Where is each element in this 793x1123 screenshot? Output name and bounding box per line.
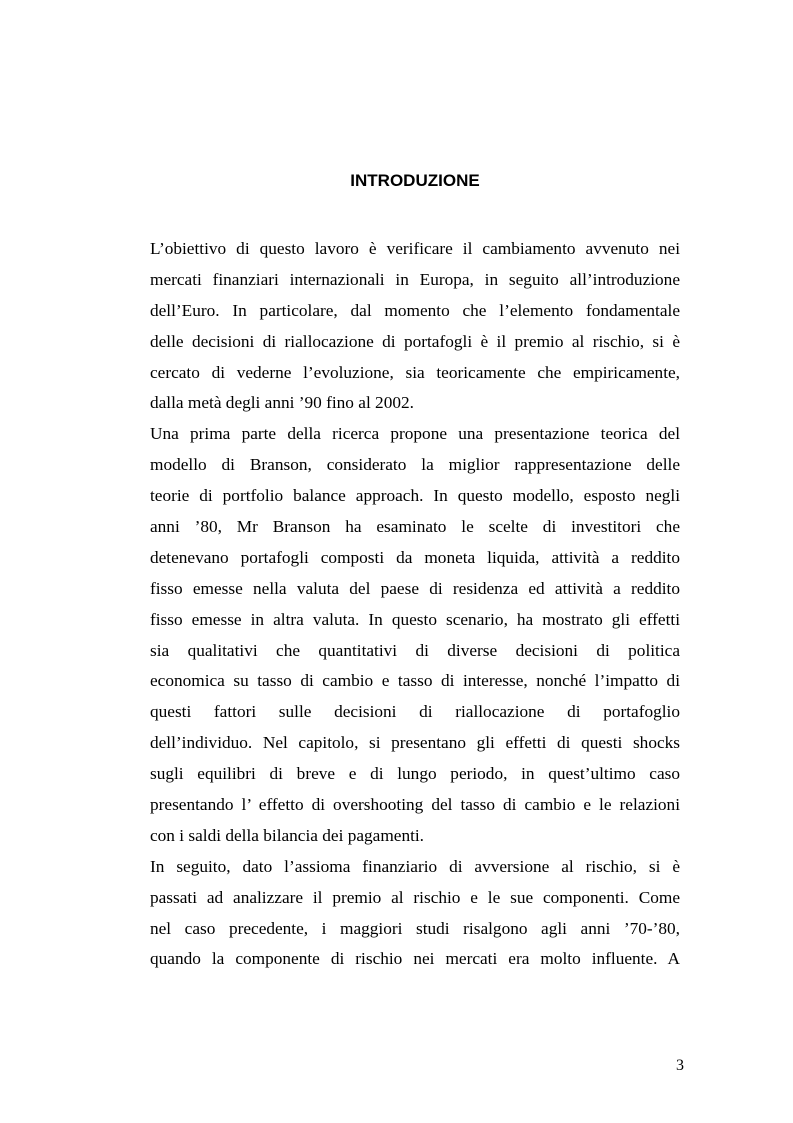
text-line: cercato di vederne l’evoluzione, sia teoricamente che empiricamente, — [150, 362, 680, 382]
text-line: mercati finanziari internazionali in Europa, in seguito all’introduzione — [150, 269, 680, 289]
text-line: detenevano portafogli composti da moneta liquida, attività a reddito — [150, 547, 680, 567]
text-line: teorie di portfolio balance approach. In questo modello, esposto negli — [150, 486, 680, 506]
text-line: fisso emesse in altra valuta. In questo scenario, ha mostrato gli effetti — [150, 609, 680, 629]
text-line: passati ad analizzare il premio al rischio e le sue componenti. Come — [150, 887, 680, 907]
text-line: delle decisioni di riallocazione di portafogli è il premio al rischio, si è — [150, 331, 680, 351]
text-line: presentando l’ effetto di overshooting del tasso di cambio e le relazioni — [150, 795, 680, 815]
text-line: modello di Branson, considerato la miglior rappresentazione delle — [150, 455, 680, 475]
text-line: In seguito, dato l’assioma finanziario di avversione al rischio, si è — [150, 856, 680, 876]
text-line: L’obiettivo di questo lavoro è verificare il cambiamento avvenuto nei — [150, 239, 680, 258]
text-line: quando la componente di rischio nei mercati era molto influente. A — [150, 949, 680, 969]
text-line: nel caso precedente, i maggiori studi risalgono agli anni ’70-’80, — [150, 918, 680, 938]
text-line: sugli equilibri di breve e di lungo periodo, in quest’ultimo caso — [150, 764, 680, 784]
paragraph — [150, 234, 680, 419]
text-line: fisso emesse nella valuta del paese di residenza ed attività a reddito — [150, 578, 680, 598]
text-line: dalla metà degli anni ’90 fino al 2002. — [150, 393, 414, 413]
text-line: anni ’80, Mr Branson ha esaminato le scelte di investitori che — [150, 517, 680, 537]
text-line: sia qualitativi che quantitativi di diverse decisioni di politica — [150, 640, 680, 660]
paragraph — [150, 852, 680, 976]
paragraph — [150, 419, 680, 851]
text-line: con i saldi della bilancia dei pagamenti. — [150, 825, 425, 845]
text-line: dell’individuo. Nel capitolo, si presentano gli effetti di questi shocks — [150, 733, 680, 753]
text-line: questi fattori sulle decisioni di riallocazione di portafoglio — [150, 702, 680, 722]
page-title: INTRODUZIONE — [350, 171, 480, 190]
page-number: 3 — [676, 1057, 684, 1074]
body-text — [150, 234, 680, 975]
text-line: economica su tasso di cambio e tasso di interesse, nonché l’impatto di — [150, 671, 680, 691]
text-line: dell’Euro. In particolare, dal momento che l’elemento fondamentale — [150, 300, 680, 320]
text-line: Una prima parte della ricerca propone una presentazione teorica del — [150, 424, 680, 444]
